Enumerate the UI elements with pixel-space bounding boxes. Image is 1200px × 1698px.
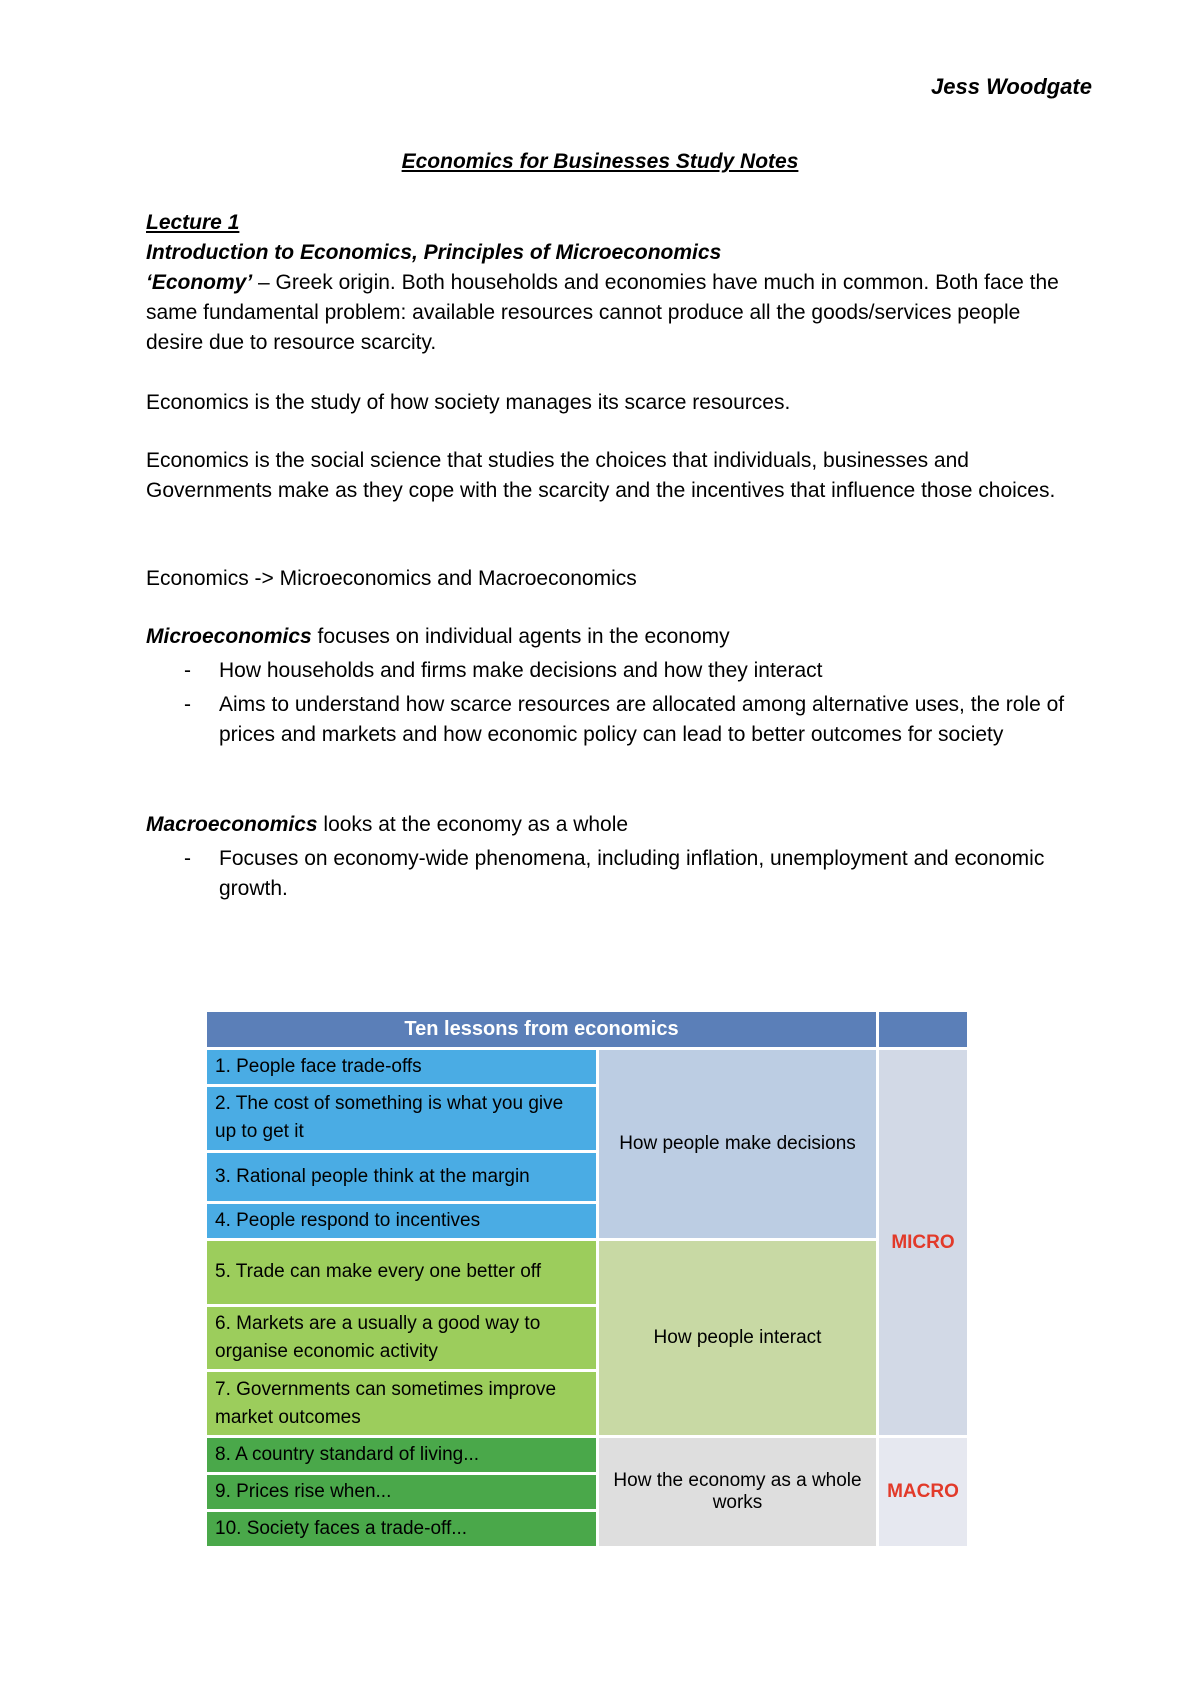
micro-paragraph: [146, 622, 1066, 652]
micro-term: Microeconomics: [146, 625, 312, 648]
lecture-subtitle: Introduction to Economics, Principles of Microeconomics: [146, 241, 722, 264]
list-dash: -: [184, 659, 191, 682]
lesson-7: 7. Governments can sometimes improve market outcomes: [206, 1371, 598, 1437]
macro-term: Macroeconomics: [146, 813, 318, 836]
ten-lessons-table: [204, 1009, 970, 1549]
intro-paragraph: [146, 268, 1066, 358]
table-row: [206, 1437, 969, 1474]
scope-macro: MACRO: [878, 1437, 969, 1548]
lecture-label: Lecture 1: [146, 211, 240, 234]
micro-text: focuses on individual agents in the economy: [311, 625, 730, 648]
lesson-2: 2. The cost of something is what you give up to get it: [206, 1085, 598, 1151]
intro-text: – Greek origin. Both households and economies have much in common. Both face the same fundamental problem: available resources cannot produce all the goods/services people desire due to resource scarcity.: [146, 271, 1059, 354]
lesson-3: 3. Rational people think at the margin: [206, 1151, 598, 1202]
macro-text: looks at the economy as a whole: [317, 813, 629, 836]
table-header: Ten lessons from economics: [206, 1011, 878, 1049]
category-economy: How the economy as a whole works: [598, 1437, 878, 1548]
document-title: Economics for Businesses Study Notes: [401, 150, 799, 173]
table-header-blank: [878, 1011, 969, 1049]
lesson-9: 9. Prices rise when...: [206, 1473, 598, 1510]
list-item-text: How households and firms make decisions and how they interact: [219, 659, 823, 682]
table-header-row: [206, 1011, 969, 1049]
lesson-8: 8. A country standard of living...: [206, 1437, 598, 1474]
paragraph-1: Economics is the study of how society manages its scarce resources.: [146, 391, 791, 414]
table-row: [206, 1239, 969, 1305]
paragraph-3: Economics -> Microeconomics and Macroeconomics: [146, 567, 637, 590]
macro-points-list: [146, 844, 1066, 904]
intro-term: ‘Economy’: [146, 271, 253, 294]
lesson-1: 1. People face trade-offs: [206, 1048, 598, 1085]
list-item: [146, 844, 1066, 904]
list-dash: -: [184, 693, 191, 716]
lesson-6: 6. Markets are a usually a good way to organise economic activity: [206, 1305, 598, 1371]
category-interact: How people interact: [598, 1239, 878, 1436]
list-item-text: Aims to understand how scarce resources are allocated among alternative uses, the role of prices and markets and how economic policy can lead to better outcomes for society: [219, 693, 1065, 746]
author-name: Jess Woodgate: [931, 74, 1092, 99]
paragraph-2: Economics is the social science that studies the choices that individuals, businesses and Governments make as they cope with the scarcity and the incentives that influence those choices.: [146, 449, 1056, 502]
list-item-text: Focuses on economy-wide phenomena, including inflation, unemployment and economic growth.: [219, 847, 1045, 900]
category-decisions: How people make decisions: [598, 1048, 878, 1239]
lesson-5: 5. Trade can make every one better off: [206, 1239, 598, 1305]
list-item: [146, 690, 1066, 750]
lesson-4: 4. People respond to incentives: [206, 1202, 598, 1239]
micro-points-list: [146, 656, 1066, 750]
list-item: [146, 656, 1066, 686]
lecture-heading-block: [146, 208, 1066, 358]
macro-paragraph: [146, 810, 1066, 840]
scope-micro: MICRO: [878, 1048, 969, 1436]
lesson-10: 10. Society faces a trade-off...: [206, 1510, 598, 1547]
list-dash: -: [184, 847, 191, 870]
table-row: [206, 1048, 969, 1085]
